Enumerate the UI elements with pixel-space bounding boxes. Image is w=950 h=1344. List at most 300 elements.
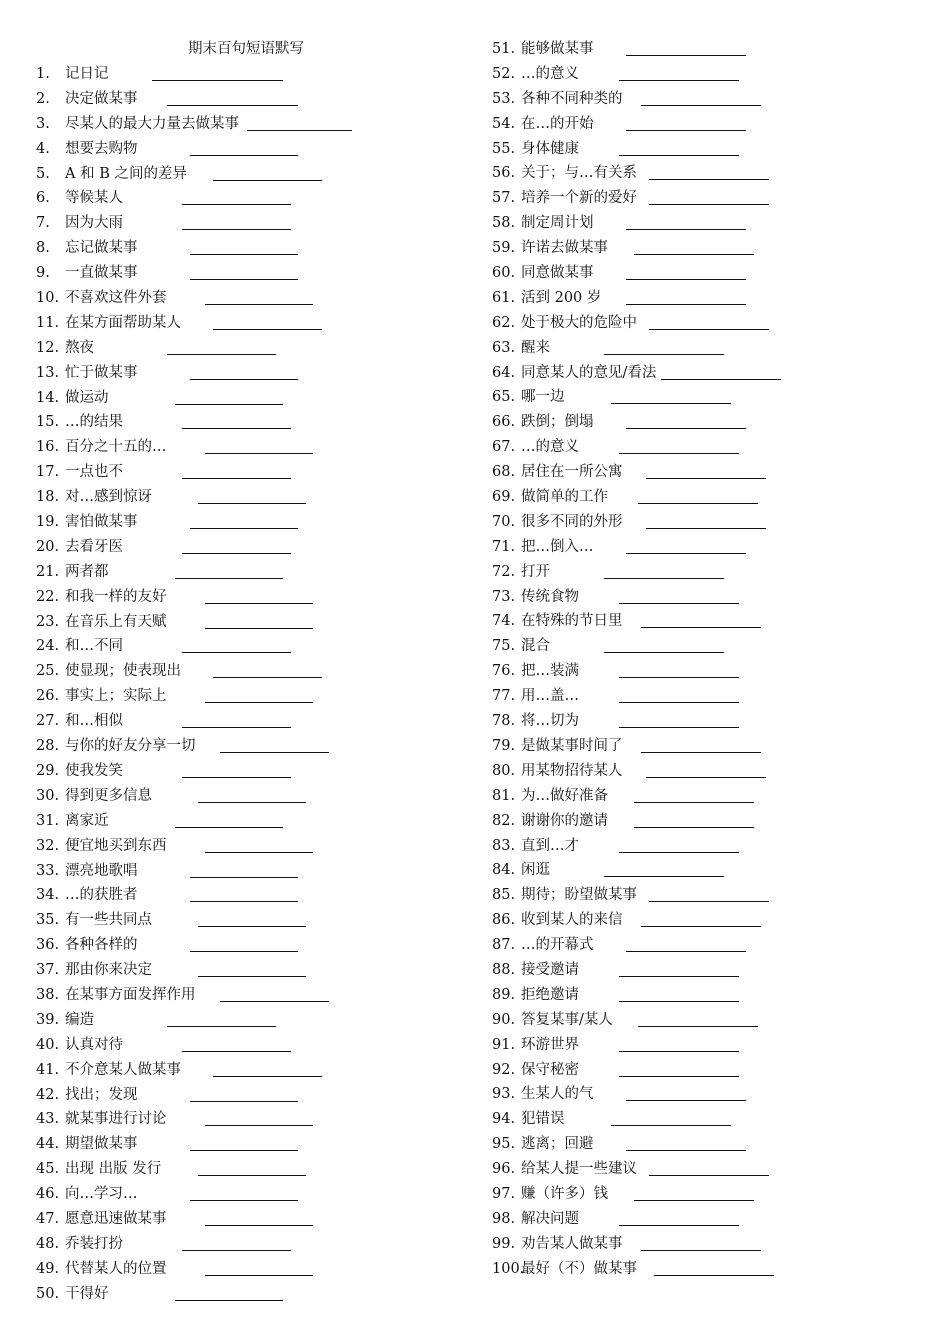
phrase-item	[492, 1082, 656, 1107]
phrase-text: 解决问题	[521, 1210, 579, 1227]
answer-blank[interactable]	[213, 1076, 322, 1077]
phrase-text: 环游世界	[521, 1036, 579, 1053]
item-number: 58.	[492, 215, 516, 232]
answer-blank[interactable]	[167, 354, 276, 355]
answer-blank[interactable]	[198, 802, 306, 803]
phrase-text: 收到某人的来信	[521, 912, 623, 929]
answer-blank[interactable]	[611, 403, 731, 404]
answer-blank[interactable]	[619, 727, 739, 728]
phrase-text: 身体健康	[521, 140, 579, 157]
phrase-text: 离家近	[65, 812, 109, 829]
item-number: 64.	[492, 364, 516, 381]
phrase-item	[36, 734, 239, 759]
answer-blank[interactable]	[626, 279, 746, 280]
answer-blank[interactable]	[634, 254, 754, 255]
answer-blank[interactable]	[205, 603, 313, 604]
item-number: 26.	[36, 688, 60, 705]
phrase-text: 记日记	[65, 66, 109, 82]
answer-blank[interactable]	[220, 1001, 329, 1002]
answer-blank[interactable]	[641, 752, 761, 753]
item-number: 23.	[36, 613, 60, 630]
answer-blank[interactable]	[175, 404, 283, 405]
item-number: 12.	[36, 339, 60, 356]
phrase-item	[492, 435, 656, 460]
phrase-text: 跌倒；倒塌	[521, 414, 594, 431]
phrase-item	[36, 336, 239, 361]
answer-blank[interactable]	[182, 1250, 291, 1251]
phrase-item	[36, 560, 239, 585]
phrase-text: 混合	[521, 638, 550, 655]
phrase-item	[36, 87, 239, 112]
phrase-text: 在某事方面发挥作用	[65, 986, 196, 1003]
answer-blank[interactable]	[626, 553, 746, 554]
phrase-item	[492, 858, 656, 883]
phrase-text: 认真对待	[65, 1036, 123, 1053]
item-number: 41.	[36, 1061, 60, 1078]
phrase-item	[36, 535, 239, 560]
phrase-item	[492, 734, 656, 759]
answer-blank[interactable]	[604, 876, 724, 877]
item-number: 100.	[492, 1260, 525, 1277]
answer-blank[interactable]	[634, 827, 754, 828]
answer-blank[interactable]	[198, 1175, 306, 1176]
answer-blank[interactable]	[626, 229, 746, 230]
answer-blank[interactable]	[641, 926, 761, 927]
answer-blank[interactable]	[646, 478, 766, 479]
answer-blank[interactable]	[638, 503, 758, 504]
phrase-item	[492, 37, 656, 62]
item-number: 51.	[492, 41, 516, 57]
phrase-text: 那由你来决定	[65, 962, 152, 979]
answer-blank[interactable]	[641, 1250, 761, 1251]
phrase-text: 打开	[521, 563, 550, 580]
answer-blank[interactable]	[247, 130, 352, 131]
phrase-item	[492, 211, 656, 236]
phrase-item	[36, 784, 239, 809]
phrase-text: 逃离；回避	[521, 1136, 594, 1153]
phrase-text: 一直做某事	[65, 265, 138, 282]
phrase-item	[492, 659, 656, 684]
answer-blank[interactable]	[646, 777, 766, 778]
answer-blank[interactable]	[604, 578, 724, 579]
answer-blank[interactable]	[649, 179, 769, 180]
phrase-text: 使我发笑	[65, 762, 123, 779]
item-number: 76.	[492, 663, 516, 680]
phrase-text: 犯错误	[521, 1111, 565, 1128]
answer-blank[interactable]	[619, 852, 739, 853]
answer-blank[interactable]	[205, 628, 313, 629]
phrase-item	[36, 1282, 239, 1307]
phrase-text: 用…盖…	[521, 688, 579, 705]
answer-blank[interactable]	[198, 926, 306, 927]
phrase-text: 用某物招待某人	[521, 762, 623, 779]
item-number: 70.	[492, 513, 516, 530]
phrase-item	[36, 859, 239, 884]
phrase-item	[36, 1083, 239, 1108]
answer-blank[interactable]	[190, 951, 298, 952]
answer-blank[interactable]	[604, 652, 724, 653]
answer-blank[interactable]	[175, 1300, 283, 1301]
item-number: 18.	[36, 489, 60, 506]
phrase-text: 为…做好准备	[521, 787, 608, 804]
phrase-text: 将…切为	[521, 713, 579, 730]
phrase-text: 关于；与…有关系	[521, 165, 637, 182]
item-number: 21.	[36, 563, 60, 580]
item-number: 44.	[36, 1136, 60, 1153]
item-number: 10.	[36, 290, 60, 307]
item-number: 93.	[492, 1086, 516, 1103]
answer-blank[interactable]	[198, 503, 306, 504]
phrase-text: 就某事进行讨论	[65, 1111, 167, 1128]
phrase-item	[36, 311, 239, 336]
answer-blank[interactable]	[641, 627, 761, 628]
phrase-text: …的结果	[65, 414, 123, 431]
item-number: 25.	[36, 663, 60, 680]
answer-blank[interactable]	[182, 1051, 291, 1052]
phrase-item	[36, 162, 239, 187]
phrase-text: 事实上；实际上	[65, 688, 167, 705]
answer-blank[interactable]	[634, 802, 754, 803]
phrase-item	[492, 1232, 656, 1257]
item-number: 82.	[492, 812, 516, 829]
answer-blank[interactable]	[190, 379, 298, 380]
answer-blank[interactable]	[654, 1275, 774, 1276]
phrase-text: 把…倒入…	[521, 538, 594, 555]
answer-blank[interactable]	[649, 329, 769, 330]
phrase-text: 谢谢你的邀请	[521, 812, 608, 829]
phrase-item	[492, 510, 656, 535]
phrase-item	[492, 709, 656, 734]
answer-blank[interactable]	[205, 304, 313, 305]
phrase-text: 很多不同的外形	[521, 513, 623, 530]
item-number: 52.	[492, 65, 516, 82]
item-number: 86.	[492, 912, 516, 929]
item-number: 38.	[36, 986, 60, 1003]
answer-blank[interactable]	[220, 752, 329, 753]
answer-blank[interactable]	[190, 877, 298, 878]
answer-blank[interactable]	[619, 1076, 739, 1077]
item-number: 48.	[36, 1235, 60, 1252]
answer-blank[interactable]	[190, 528, 298, 529]
answer-blank[interactable]	[190, 1101, 298, 1102]
answer-blank[interactable]	[190, 901, 298, 902]
phrase-text: 便宜地买到东西	[65, 837, 167, 854]
phrase-item	[492, 1207, 656, 1232]
phrase-text: A 和 B 之间的差异	[65, 165, 187, 182]
phrase-item	[492, 1157, 656, 1182]
answer-blank[interactable]	[619, 80, 739, 81]
phrase-text: …的意义	[521, 439, 579, 456]
answer-blank[interactable]	[619, 702, 739, 703]
answer-blank[interactable]	[619, 155, 739, 156]
phrase-item	[492, 62, 656, 87]
phrase-item	[36, 634, 239, 659]
answer-blank[interactable]	[190, 1150, 298, 1151]
answer-blank[interactable]	[611, 1125, 731, 1126]
phrase-text: 百分之十五的…	[65, 439, 167, 456]
item-number: 85.	[492, 887, 516, 904]
answer-blank[interactable]	[175, 827, 283, 828]
answer-blank[interactable]	[626, 55, 746, 56]
phrase-text: 给某人提一些建议	[521, 1161, 637, 1178]
item-number: 65.	[492, 389, 516, 406]
answer-blank[interactable]	[167, 1026, 276, 1027]
phrase-text: 有一些共同点	[65, 912, 152, 929]
phrase-item	[492, 186, 656, 211]
phrase-item	[36, 435, 239, 460]
phrase-item	[492, 535, 656, 560]
item-number: 67.	[492, 439, 516, 456]
answer-blank[interactable]	[182, 553, 291, 554]
phrase-text: 等候某人	[65, 190, 123, 207]
answer-blank[interactable]	[182, 727, 291, 728]
phrase-item	[36, 510, 239, 535]
answer-blank[interactable]	[182, 478, 291, 479]
answer-blank[interactable]	[190, 1200, 298, 1201]
item-number: 22.	[36, 588, 60, 605]
answer-blank[interactable]	[649, 901, 769, 902]
answer-blank[interactable]	[205, 702, 313, 703]
phrase-item	[36, 659, 239, 684]
item-number: 9.	[36, 265, 50, 282]
phrase-item	[36, 908, 239, 933]
phrase-item	[492, 385, 656, 410]
phrase-text: 熬夜	[65, 339, 94, 356]
answer-blank[interactable]	[619, 976, 739, 977]
item-number: 57.	[492, 190, 516, 207]
answer-blank[interactable]	[604, 354, 724, 355]
answer-blank[interactable]	[213, 180, 322, 181]
phrase-item	[36, 286, 239, 311]
phrase-item	[492, 261, 656, 286]
answer-blank[interactable]	[213, 677, 322, 678]
answer-blank[interactable]	[649, 1175, 769, 1176]
phrase-text: 同意做某事	[521, 265, 594, 282]
item-number: 91.	[492, 1036, 516, 1053]
item-number: 31.	[36, 812, 60, 829]
phrase-item	[492, 784, 656, 809]
phrase-item	[492, 1107, 656, 1132]
phrase-text: 是做某事时间了	[521, 737, 623, 754]
phrase-text: 培养一个新的爱好	[521, 190, 637, 207]
phrase-text: …的开幕式	[521, 937, 594, 954]
phrase-item	[492, 560, 656, 585]
answer-blank[interactable]	[649, 204, 769, 205]
item-number: 95.	[492, 1136, 516, 1153]
answer-blank[interactable]	[619, 603, 739, 604]
phrase-item	[492, 883, 656, 908]
answer-blank[interactable]	[619, 1051, 739, 1052]
answer-blank[interactable]	[634, 1200, 754, 1201]
phrase-item	[36, 386, 239, 411]
item-number: 16.	[36, 439, 60, 456]
answer-blank[interactable]	[646, 528, 766, 529]
phrase-text: 代替某人的位置	[65, 1260, 167, 1277]
answer-blank[interactable]	[182, 428, 291, 429]
item-number: 74.	[492, 613, 516, 630]
item-number: 99.	[492, 1235, 516, 1252]
phrase-text: 许诺去做某事	[521, 240, 608, 257]
phrase-text: 和我一样的友好	[65, 588, 167, 605]
item-number: 60.	[492, 265, 516, 282]
item-number: 66.	[492, 414, 516, 431]
phrase-item	[36, 809, 239, 834]
phrase-text: 赚（许多）钱	[521, 1185, 608, 1202]
item-number: 36.	[36, 937, 60, 954]
phrase-item	[36, 759, 239, 784]
phrase-item	[36, 1232, 239, 1257]
answer-blank[interactable]	[626, 1100, 746, 1101]
answer-blank[interactable]	[619, 677, 739, 678]
phrase-item	[36, 1257, 239, 1282]
phrase-text: 答复某事/某人	[521, 1011, 613, 1028]
item-number: 28.	[36, 738, 60, 755]
item-number: 90.	[492, 1011, 516, 1028]
phrase-text: 处于极大的危险中	[521, 314, 637, 331]
phrase-item	[492, 933, 656, 958]
item-number: 17.	[36, 464, 60, 481]
phrase-text: 把…装满	[521, 663, 579, 680]
phrase-text: 同意某人的意见/看法	[521, 364, 657, 381]
answer-blank[interactable]	[175, 578, 283, 579]
item-number: 3.	[36, 115, 50, 132]
phrase-text: 最好（不）做某事	[521, 1260, 637, 1277]
item-number: 42.	[36, 1086, 60, 1103]
answer-blank[interactable]	[626, 130, 746, 131]
answer-blank[interactable]	[626, 304, 746, 305]
phrase-text: 活到 200 岁	[521, 289, 602, 306]
phrase-item	[36, 1107, 239, 1132]
phrase-item	[492, 336, 656, 361]
answer-blank[interactable]	[190, 279, 298, 280]
item-number: 15.	[36, 414, 60, 431]
phrase-item	[492, 137, 656, 162]
phrase-text: …的获胜者	[65, 887, 138, 904]
phrase-text: 直到…才	[521, 837, 579, 854]
left-column	[36, 62, 239, 1307]
item-number: 80.	[492, 762, 516, 779]
answer-blank[interactable]	[626, 951, 746, 952]
item-number: 84.	[492, 862, 516, 879]
answer-blank[interactable]	[619, 1225, 739, 1226]
item-number: 63.	[492, 339, 516, 356]
phrase-text: 在…的开始	[521, 115, 594, 132]
answer-blank[interactable]	[205, 1225, 313, 1226]
item-number: 98.	[492, 1210, 516, 1227]
answer-blank[interactable]	[638, 1026, 758, 1027]
phrase-item	[36, 1033, 239, 1058]
answer-blank[interactable]	[626, 428, 746, 429]
answer-blank[interactable]	[205, 1275, 313, 1276]
phrase-text: 不介意某人做某事	[65, 1061, 181, 1078]
answer-blank[interactable]	[205, 852, 313, 853]
item-number: 4.	[36, 140, 50, 157]
phrase-item	[492, 361, 656, 386]
phrase-text: 找出；发现	[65, 1086, 138, 1103]
item-number: 40.	[36, 1036, 60, 1053]
item-number: 45.	[36, 1161, 60, 1178]
item-number: 50.	[36, 1285, 60, 1302]
phrase-text: 害怕做某事	[65, 514, 138, 531]
phrase-text: 得到更多信息	[65, 787, 152, 804]
phrase-item	[36, 983, 239, 1008]
phrase-item	[492, 634, 656, 659]
phrase-text: 不喜欢这件外套	[65, 290, 167, 307]
answer-blank[interactable]	[182, 229, 291, 230]
item-number: 92.	[492, 1061, 516, 1078]
answer-blank[interactable]	[152, 80, 283, 81]
phrase-item	[492, 1008, 656, 1033]
phrase-text: 拒绝邀请	[521, 986, 579, 1003]
page-title: 期末百句短语默写	[188, 41, 304, 57]
phrase-text: 期待；盼望做某事	[521, 887, 637, 904]
phrase-item	[492, 759, 656, 784]
item-number: 97.	[492, 1185, 516, 1202]
phrase-item	[36, 410, 239, 435]
answer-blank[interactable]	[661, 379, 781, 380]
answer-blank[interactable]	[205, 453, 313, 454]
phrase-text: 想要去购物	[65, 140, 138, 157]
answer-blank[interactable]	[190, 155, 298, 156]
answer-blank[interactable]	[626, 1150, 746, 1151]
answer-blank[interactable]	[213, 329, 322, 330]
answer-blank[interactable]	[190, 254, 298, 255]
answer-blank[interactable]	[619, 1001, 739, 1002]
phrase-item	[36, 485, 239, 510]
item-number: 33.	[36, 862, 60, 879]
phrase-text: 两者都	[65, 563, 109, 580]
phrase-item	[492, 236, 656, 261]
answer-blank[interactable]	[182, 652, 291, 653]
phrase-item	[492, 684, 656, 709]
item-number: 75.	[492, 638, 516, 655]
phrase-item	[36, 585, 239, 610]
phrase-text: 愿意迅速做某事	[65, 1210, 167, 1227]
phrase-item	[492, 311, 656, 336]
item-number: 69.	[492, 489, 516, 506]
item-number: 46.	[36, 1186, 60, 1203]
phrase-text: 做运动	[65, 389, 109, 406]
answer-blank[interactable]	[167, 105, 298, 106]
answer-blank[interactable]	[619, 453, 739, 454]
phrase-item	[36, 1058, 239, 1083]
item-number: 49.	[36, 1260, 60, 1277]
item-number: 62.	[492, 314, 516, 331]
answer-blank[interactable]	[182, 204, 291, 205]
item-number: 56.	[492, 165, 516, 182]
phrase-text: 漂亮地歌唱	[65, 862, 138, 879]
item-number: 81.	[492, 787, 516, 804]
answer-blank[interactable]	[198, 976, 306, 977]
answer-blank[interactable]	[205, 1125, 313, 1126]
item-number: 73.	[492, 588, 516, 605]
phrase-item	[492, 908, 656, 933]
phrase-text: 和…不同	[65, 638, 123, 655]
item-number: 89.	[492, 986, 516, 1003]
phrase-item	[36, 1008, 239, 1033]
phrase-item	[36, 684, 239, 709]
phrase-text: …的意义	[521, 65, 579, 82]
answer-blank[interactable]	[641, 105, 761, 106]
phrase-item	[36, 933, 239, 958]
item-number: 32.	[36, 837, 60, 854]
answer-blank[interactable]	[182, 777, 291, 778]
phrase-item	[36, 1157, 239, 1182]
item-number: 2.	[36, 90, 50, 107]
phrase-text: 去看牙医	[65, 538, 123, 555]
item-number: 37.	[36, 962, 60, 979]
phrase-text: 乔装打扮	[65, 1235, 123, 1252]
